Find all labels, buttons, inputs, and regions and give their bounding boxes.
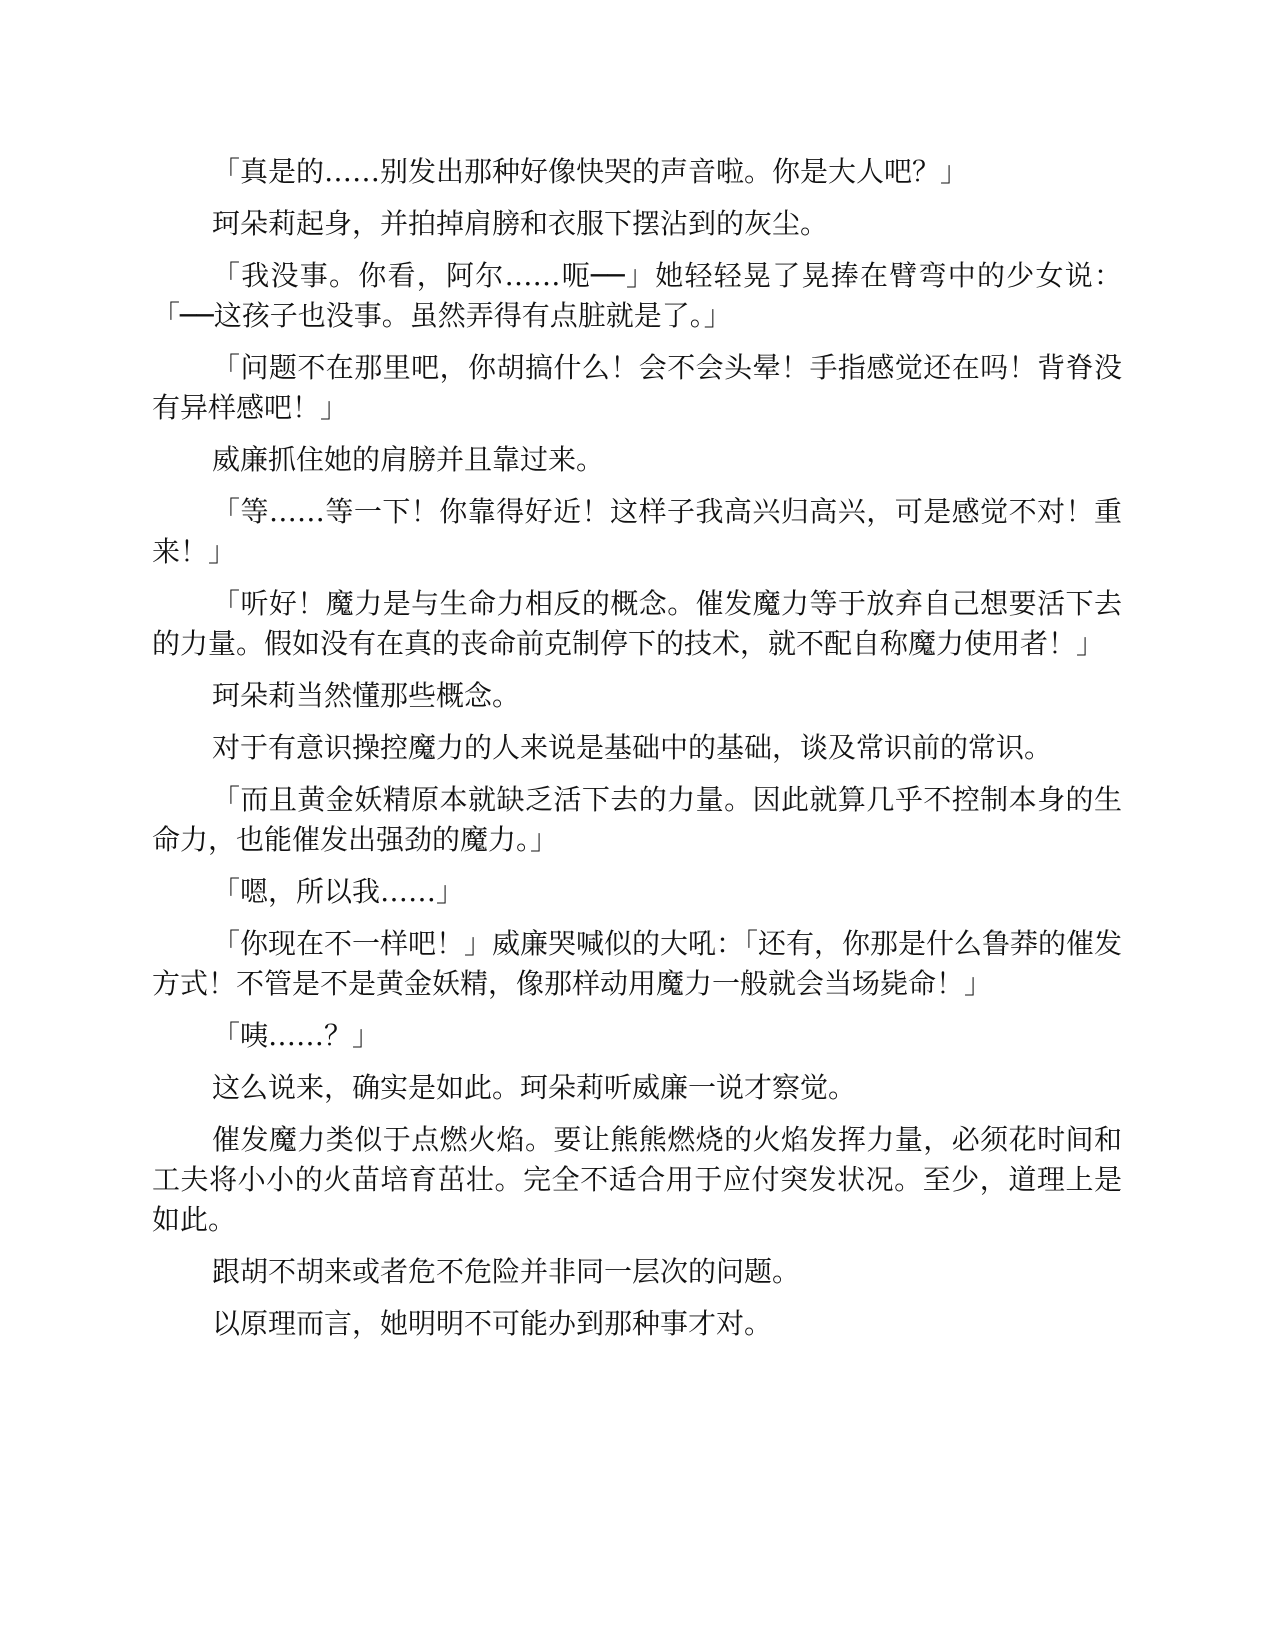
paragraph: 「咦……？」 [212,1019,381,1052]
paragraph: 「嗯，所以我……」 [212,875,465,908]
paragraph: 以原理而言，她明明不可能办到那种事才对。 [212,1307,773,1340]
paragraph: 「而且黄金妖精原本就缺乏活下去的力量。因此就算几乎不控制本身的生命力，也能催发出强劲的魔力。」 [152,783,1122,856]
paragraph: 「我没事。你看，阿尔……呃──」她轻轻晃了晃捧在臂弯中的少女说：「──这孩子也没事。虽然弄得有点脏就是了。」 [152,259,1122,332]
paragraph: 对于有意识操控魔力的人来说是基础中的基础，谈及常识前的常识。 [212,731,1053,764]
paragraph: 珂朵莉起身，并拍掉肩膀和衣服下摆沾到的灰尘。 [212,207,829,240]
paragraph: 「真是的……别发出那种好像快哭的声音啦。你是大人吧？」 [212,155,969,188]
paragraph: 这么说来，确实是如此。珂朵莉听威廉一说才察觉。 [212,1071,857,1104]
document-page [152,152,1122,1356]
paragraph: 催发魔力类似于点燃火焰。要让熊熊燃烧的火焰发挥力量，必须花时间和工夫将小小的火苗培育茁壮。完全不适合用于应付突发状况。至少，道理上是如此。 [152,1123,1122,1236]
paragraph: 威廉抓住她的肩膀并且靠过来。 [212,443,605,476]
paragraph: 「问题不在那里吧，你胡搞什么！会不会头晕！手指感觉还在吗！背脊没有异样感吧！」 [152,351,1122,424]
paragraph: 珂朵莉当然懂那些概念。 [212,679,521,712]
paragraph: 「等……等一下！你靠得好近！这样子我高兴归高兴，可是感觉不对！重来！」 [152,495,1122,568]
paragraph: 「你现在不一样吧！」威廉哭喊似的大吼：「还有，你那是什么鲁莽的催发方式！不管是不是黄金妖精，像那样动用魔力一般就会当场毙命！」 [152,927,1123,1000]
paragraph: 「听好！魔力是与生命力相反的概念。催发魔力等于放弃自己想要活下去的力量。假如没有在真的丧命前克制停下的技术，就不配自称魔力使用者！」 [152,587,1122,660]
paragraph: 跟胡不胡来或者危不危险并非同一层次的问题。 [212,1255,801,1288]
